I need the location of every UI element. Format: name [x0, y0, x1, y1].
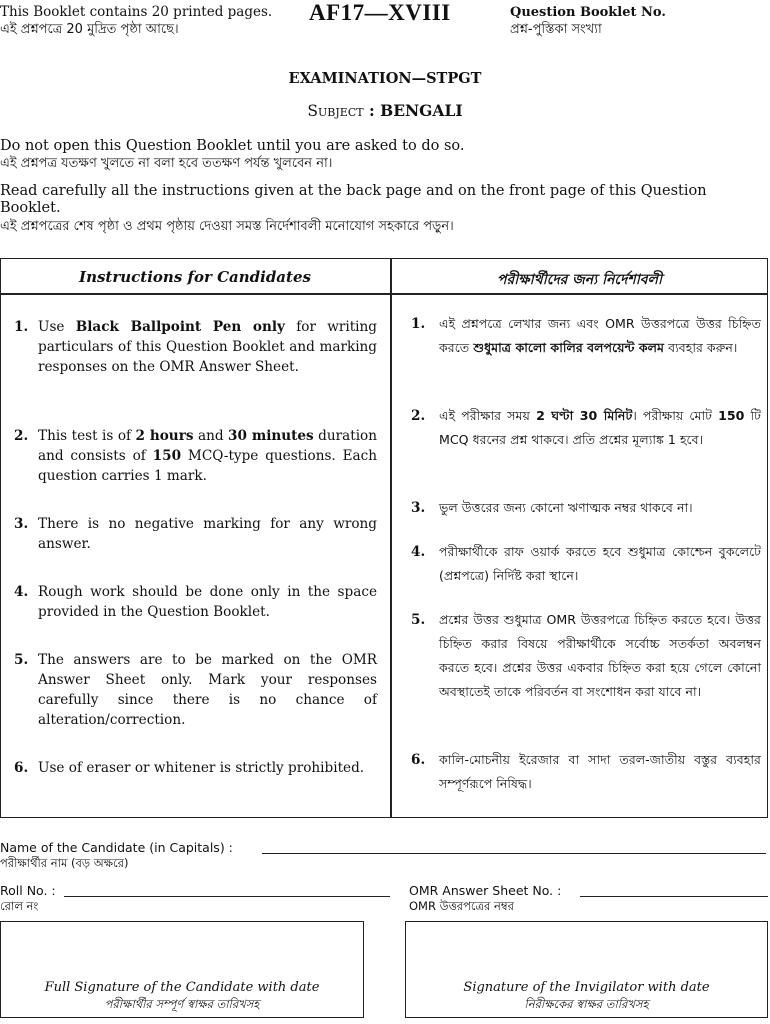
item-number: 1. — [411, 316, 426, 332]
item-number: 2. — [14, 428, 29, 444]
roll-number-label-en: Roll No. : — [0, 883, 56, 898]
instruction-en-4 — [14, 582, 377, 622]
item-emphasis: 30 minutes — [228, 428, 314, 444]
booklet-info-en: This Booklet contains 20 printed pages. — [0, 4, 273, 20]
instruction-bn-5 — [411, 608, 761, 704]
item-text: Rough work should be done only in the space provided in the Question Booklet. — [38, 584, 377, 620]
instruction-en-2 — [14, 426, 377, 486]
item-text: There is no negative marking for any wrong answer. — [38, 516, 377, 552]
item-text: Use — [38, 319, 76, 335]
subject-label: Subject — [307, 102, 364, 120]
roll-number-label-bn: রোল নং — [0, 899, 39, 913]
instruction-bn-3 — [411, 496, 761, 520]
item-number: 4. — [411, 544, 426, 560]
item-text: এই পরীক্ষার সময় — [439, 408, 537, 423]
candidate-name-label-en: Name of the Candidate (in Capitals) : — [0, 840, 233, 855]
instruction-bn-4 — [411, 540, 761, 588]
item-text: কালি-মোচনীয় ইরেজার বা সাদা তরল-জাতীয় বস্তুর ব্যবহার সম্পূর্ণরূপে নিষিদ্ধ। — [439, 752, 761, 791]
candidate-signature-caption-bn: পরীক্ষার্থীর সম্পূর্ণ স্বাক্ষর তারিখসহ — [104, 997, 260, 1011]
instructions-heading-bn: পরীক্ষার্থীদের জন্য নির্দেশাবলী — [497, 272, 662, 288]
invigilator-signature-caption-en: Signature of the Invigilator with date — [463, 980, 710, 995]
item-emphasis: Black Ballpoint Pen only — [75, 319, 285, 335]
omr-sheet-number-field[interactable] — [580, 896, 768, 897]
item-number: 1. — [14, 319, 29, 335]
instruction-bn-2 — [411, 404, 761, 452]
candidate-name-label — [0, 840, 233, 874]
notice-1-en: Do not open this Question Booklet until you are asked to do so. — [0, 138, 465, 154]
candidate-name-field[interactable] — [262, 853, 766, 854]
roll-number-label — [0, 883, 56, 917]
candidate-name-label-bn: পরীক্ষার্থীর নাম (বড় অক্ষরে) — [0, 856, 129, 870]
exam-title: EXAMINATION—STPGT — [288, 70, 482, 87]
column-divider — [390, 258, 392, 818]
roll-number-field[interactable] — [64, 896, 390, 897]
notice-2-bn: এই প্রশ্নপত্রের শেষ পৃষ্ঠা ও প্রথম পৃষ্ঠায় দেওয়া সমস্ত নির্দেশাবলী মনোযোগ সহকারে পড়ুন। — [0, 219, 454, 234]
item-text: পরীক্ষার্থীকে রাফ ওয়ার্ক করতে হবে শুধুমাত্র কোশ্চেন বুকলেটে (প্রশ্নপত্রে) নির্দিষ্ট করা স্থানে। — [439, 544, 761, 583]
subject-line: Subject : BENGALI — [307, 101, 463, 120]
instruction-bn-1 — [411, 312, 761, 360]
item-text: Use of eraser or whitener is strictly prohibited. — [38, 760, 365, 776]
item-text: ভুল উত্তরের জন্য কোনো ঋণাত্মক নম্বর থাকবে না। — [439, 500, 693, 515]
question-booklet-number — [510, 4, 666, 38]
item-emphasis: 150 — [718, 408, 745, 423]
candidate-signature-caption-en: Full Signature of the Candidate with date — [44, 980, 320, 995]
item-number: 5. — [14, 652, 29, 668]
notice-1-bn: এই প্রশ্নপত্র যতক্ষণ খুলতে না বলা হবে ততক্ষণ পর্যন্ত খুলবেন না। — [0, 156, 333, 171]
item-number: 2. — [411, 408, 426, 424]
instructions-heading-en: Instructions for Candidates — [79, 268, 311, 286]
item-text: duration and consists of — [38, 428, 377, 464]
item-number: 3. — [14, 516, 29, 532]
instruction-en-3 — [14, 514, 377, 554]
instruction-en-6 — [14, 758, 377, 778]
instruction-en-5 — [14, 650, 377, 730]
item-emphasis: 2 hours — [135, 428, 194, 444]
omr-sheet-number-label-bn: OMR উত্তরপত্রের নম্বর — [409, 899, 514, 913]
booklet-info-bn: এই প্রশ্নপত্রে 20 মুদ্রিত পৃষ্ঠা আছে। — [0, 22, 179, 37]
invigilator-signature-caption-bn: নিরীক্ষকের স্বাক্ষর তারিখসহ — [524, 997, 649, 1011]
item-emphasis: শুধুমাত্র কালো কালির বলপয়েন্ট কলম — [473, 340, 665, 355]
item-number: 5. — [411, 612, 426, 628]
item-number: 6. — [411, 752, 426, 768]
qb-number-label-en: Question Booklet No. — [510, 5, 666, 20]
item-text: টি MCQ ধরনের প্রশ্ন থাকবে। প্রতি প্রশ্নের মূল্যাঙ্ক 1 হবে। — [439, 408, 762, 447]
item-emphasis: 150 — [152, 448, 182, 464]
instruction-en-1 — [14, 317, 377, 377]
item-number: 3. — [411, 500, 426, 516]
item-text: The answers are to be marked on the OMR Answer Sheet only. Mark your responses carefully since there is no chance of alteration/correction. — [38, 652, 377, 728]
notice-1 — [0, 138, 762, 172]
booklet-code: AF17—XVIII — [309, 0, 451, 25]
notice-2 — [0, 183, 762, 235]
subject-value: BENGALI — [380, 101, 463, 120]
heading-rule — [0, 293, 768, 295]
invigilator-signature-caption — [405, 980, 768, 1012]
qb-number-label-bn: প্রশ্ন-পুস্তিকা সংখ্যা — [510, 22, 602, 37]
notice-2-en: Read carefully all the instructions given at the back page and on the front page of this Question Booklet. — [0, 183, 707, 216]
item-text: এই প্রশ্নপত্রে লেখার জন্য এবং OMR উত্তরপত্রে উত্তর চিহ্নিত করতে — [439, 316, 761, 355]
item-text: ব্যবহার করুন। — [664, 340, 738, 355]
item-number: 6. — [14, 760, 29, 776]
item-text: This test is of — [38, 428, 136, 444]
item-emphasis: 2 ঘণ্টা 30 মিনিট — [536, 408, 633, 423]
omr-sheet-number-label — [409, 883, 561, 917]
item-text: প্রশ্নের উত্তর শুধুমাত্র OMR উত্তরপত্রে চিহ্নিত করতে হবে। উত্তর চিহ্নিত করার বিষয়ে পরীক্ষার্থীকে সর্বোচ্চ সতর্কতা অবলম্বন করতে হবে। প্রশ্নের উত্তর একবার চিহ্নিত করা হয়ে গেলে কোনো অবস্থাতেই তাকে পরিবর্তন বা সংশোধন করা যাবে না। — [439, 612, 761, 699]
item-text: । পরীক্ষায় মোট — [632, 408, 719, 423]
item-text: for writing particulars of this Question Booklet and marking responses on the OMR Answer Sheet. — [38, 319, 377, 375]
instruction-bn-6 — [411, 748, 761, 796]
booklet-info — [0, 4, 272, 38]
omr-sheet-number-label-en: OMR Answer Sheet No. : — [409, 883, 562, 898]
candidate-signature-caption — [0, 980, 364, 1012]
item-number: 4. — [14, 584, 29, 600]
item-text: MCQ-type questions. Each question carries 1 mark. — [38, 448, 377, 484]
item-text: and — [193, 428, 229, 444]
